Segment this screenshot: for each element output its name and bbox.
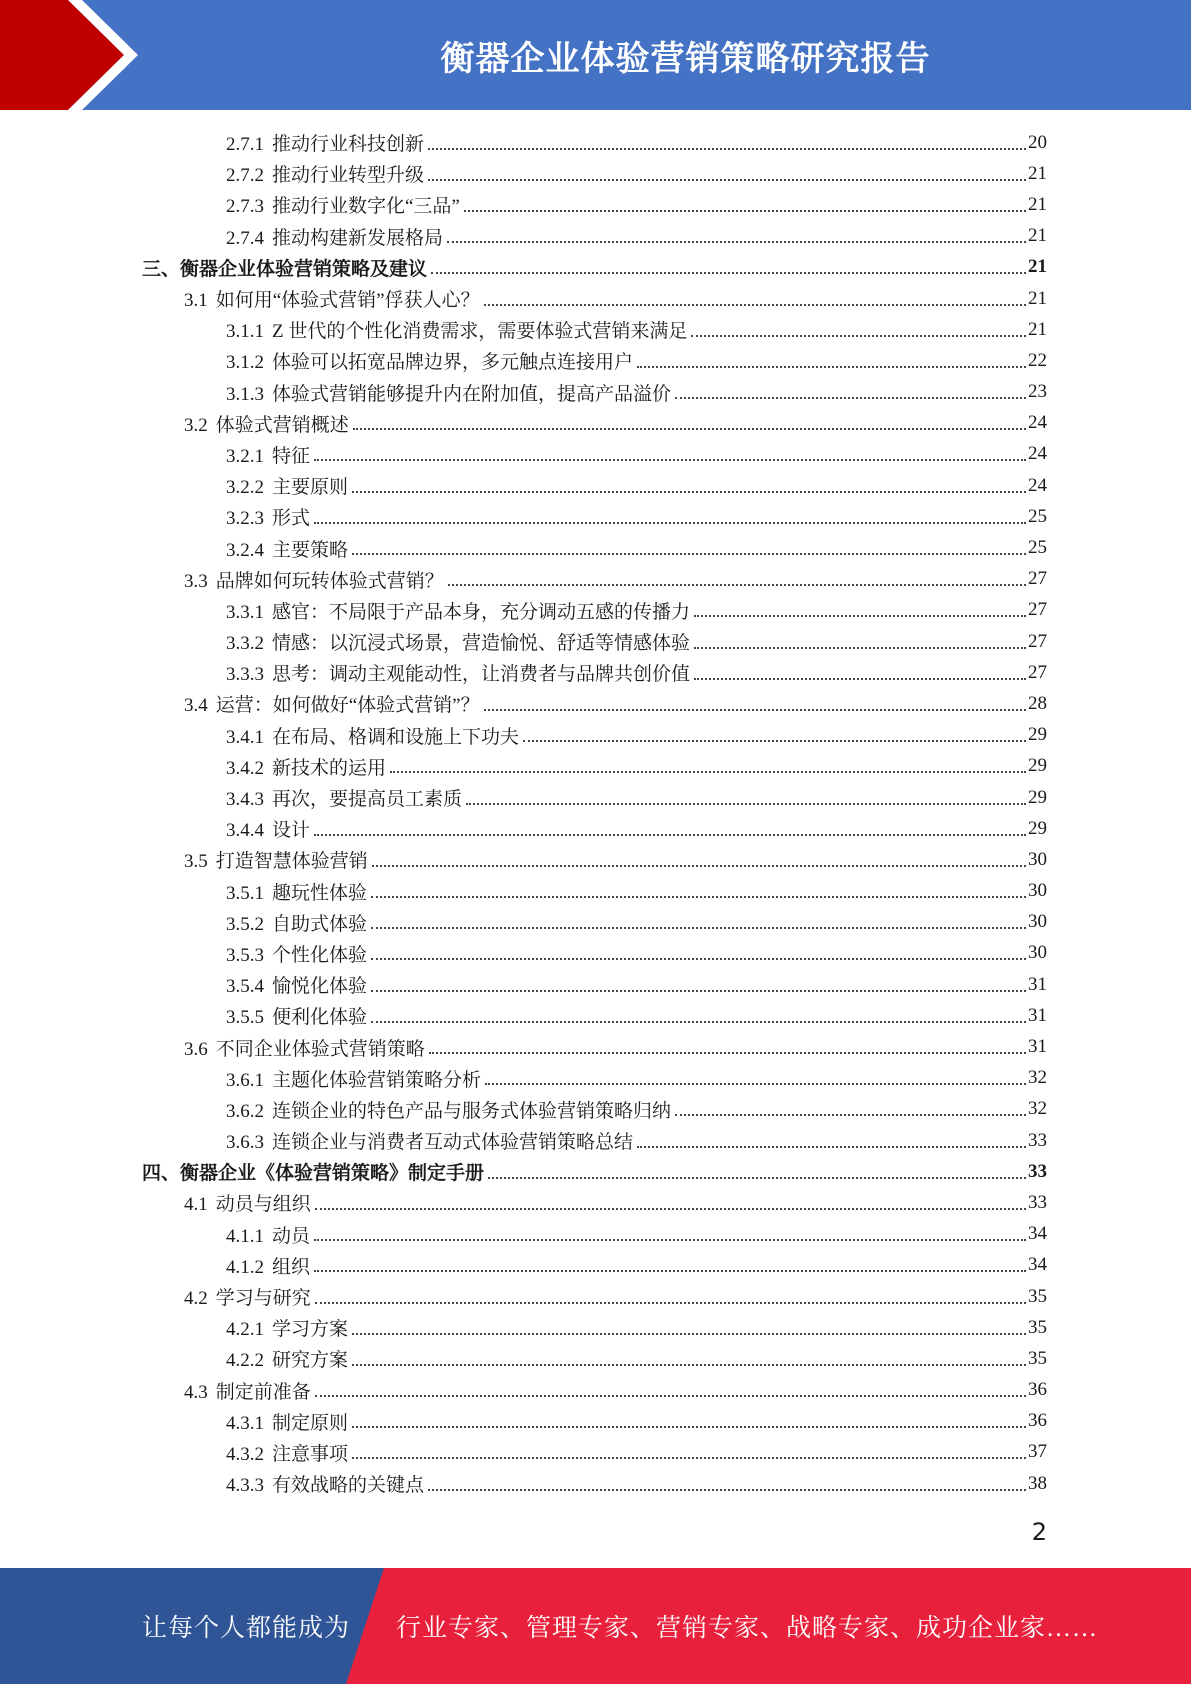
toc-entry-page: 29 bbox=[1028, 786, 1047, 808]
toc-entry-title: 打造智慧体验营销 bbox=[215, 851, 368, 873]
toc-entry-number: 3.3 bbox=[184, 570, 208, 592]
toc-entry-page: 36 bbox=[1028, 1379, 1047, 1401]
toc-entry-label bbox=[226, 223, 445, 250]
toc-entry-number: 3.5.5 bbox=[226, 1007, 264, 1029]
toc-entry-number: 2.7.2 bbox=[226, 165, 264, 187]
toc-entry-number: 2.7.4 bbox=[226, 227, 264, 249]
toc-entry-title: 体验式营销概述 bbox=[215, 414, 349, 436]
toc-entry-page: 22 bbox=[1028, 349, 1047, 371]
toc-entry-title: 有效战略的关键点 bbox=[272, 1475, 425, 1497]
toc-dot-leader bbox=[352, 1426, 1026, 1428]
toc-entry-number: 3.5.1 bbox=[226, 882, 264, 904]
toc-entry-label bbox=[226, 379, 673, 406]
toc-entry-title: 连锁企业的特色产品与服务式体验营销策略归纳 bbox=[272, 1100, 672, 1122]
toc-entry-title: 主要原则 bbox=[272, 477, 349, 499]
toc-entry-label bbox=[226, 909, 369, 936]
toc-dot-leader bbox=[466, 803, 1026, 805]
toc-dot-leader bbox=[523, 740, 1026, 742]
toc-entry-label bbox=[226, 1439, 350, 1466]
toc-entry-page: 35 bbox=[1028, 1316, 1047, 1338]
toc-entry-title: 不同企业体验式营销策略 bbox=[215, 1038, 425, 1060]
toc-entry-title: 体验式营销能够提升内在附加值，提高产品溢价 bbox=[272, 383, 672, 405]
toc-entry[interactable] bbox=[0, 532, 1191, 563]
toc-entry-title: 设计 bbox=[272, 820, 311, 842]
page-header bbox=[0, 0, 1191, 110]
toc-dot-leader bbox=[694, 615, 1026, 617]
toc-dot-leader bbox=[314, 1270, 1026, 1272]
toc-entry-page: 29 bbox=[1028, 755, 1047, 777]
toc-entry-page: 30 bbox=[1028, 942, 1047, 964]
toc-entry[interactable] bbox=[0, 1406, 1191, 1437]
toc-entry-number: 3.5.2 bbox=[226, 913, 264, 935]
toc-entry[interactable] bbox=[0, 564, 1191, 595]
toc-entry-number: 3.3.1 bbox=[226, 601, 264, 623]
toc-entry-label bbox=[226, 878, 369, 905]
toc-entry-title: 推动行业科技创新 bbox=[272, 134, 425, 156]
toc-entry-label bbox=[226, 659, 692, 686]
toc-entry-number: 4.2.1 bbox=[226, 1319, 264, 1341]
toc-entry[interactable] bbox=[0, 595, 1191, 626]
toc-entry-page: 31 bbox=[1028, 1004, 1047, 1026]
header-chevron-icon bbox=[0, 0, 150, 110]
toc-dot-leader bbox=[352, 1364, 1026, 1366]
toc-entry-page: 21 bbox=[1028, 162, 1047, 184]
toc-dot-leader bbox=[353, 428, 1026, 430]
toc-entry-page: 33 bbox=[1028, 1129, 1047, 1151]
toc-entry-number: 3.4 bbox=[184, 695, 208, 717]
toc-entry-title: 自助式体验 bbox=[272, 913, 368, 935]
toc-entry-number: 3.1.3 bbox=[226, 383, 264, 405]
toc-entry[interactable] bbox=[0, 1468, 1191, 1499]
toc-entry-number: 3.6 bbox=[184, 1038, 208, 1060]
toc-dot-leader bbox=[352, 1333, 1026, 1335]
toc-entry-number: 3.5.3 bbox=[226, 944, 264, 966]
toc-entry[interactable] bbox=[0, 470, 1191, 501]
toc-entry-page: 25 bbox=[1028, 537, 1047, 559]
toc-entry[interactable] bbox=[0, 314, 1191, 345]
toc-entry-page: 25 bbox=[1028, 505, 1047, 527]
toc-entry-title: 制定前准备 bbox=[215, 1381, 311, 1403]
toc-entry-title: 推动行业转型升级 bbox=[272, 165, 425, 187]
toc-dot-leader bbox=[428, 1489, 1026, 1491]
toc-entry-title: 主要策略 bbox=[272, 539, 349, 561]
toc-entry[interactable] bbox=[0, 907, 1191, 938]
toc-dot-leader bbox=[390, 771, 1026, 773]
toc-entry-number: 3.2.1 bbox=[226, 445, 264, 467]
toc-entry[interactable] bbox=[0, 439, 1191, 470]
toc-entry[interactable] bbox=[0, 1250, 1191, 1281]
toc-entry-page: 24 bbox=[1028, 412, 1047, 434]
report-title: 衡器企业体验营销策略研究报告 bbox=[440, 38, 931, 79]
toc-entry-page: 34 bbox=[1028, 1254, 1047, 1276]
toc-dot-leader bbox=[447, 241, 1026, 243]
toc-dot-leader bbox=[371, 958, 1026, 960]
toc-entry[interactable] bbox=[0, 1094, 1191, 1125]
toc-entry-label bbox=[226, 1470, 426, 1497]
toc-entry-title: 主题化体验营销策略分析 bbox=[272, 1069, 482, 1091]
toc-dot-leader bbox=[675, 1114, 1026, 1116]
page-number: 2 bbox=[1031, 1518, 1047, 1546]
toc-entry-page: 29 bbox=[1028, 724, 1047, 746]
toc-entry-page: 32 bbox=[1028, 1067, 1047, 1089]
toc-entry-page: 27 bbox=[1028, 599, 1047, 621]
toc-entry-label bbox=[226, 1252, 312, 1279]
toc-entry[interactable] bbox=[0, 1343, 1191, 1374]
toc-dot-leader bbox=[428, 148, 1026, 150]
toc-entry-page: 20 bbox=[1028, 131, 1047, 153]
toc-entry-label bbox=[226, 1127, 635, 1154]
toc-dot-leader bbox=[315, 1395, 1026, 1397]
toc-entry-page: 34 bbox=[1028, 1223, 1047, 1245]
toc-entry-title: 愉悦化体验 bbox=[272, 976, 368, 998]
toc-entry-page: 35 bbox=[1028, 1285, 1047, 1307]
toc-entry-label bbox=[226, 129, 426, 156]
toc-entry[interactable] bbox=[0, 938, 1191, 969]
toc-entry-page: 27 bbox=[1028, 661, 1047, 683]
toc-entry-title: Z 世代的个性化消费需求，需要体验式营销来满足 bbox=[272, 321, 688, 343]
toc-dot-leader bbox=[694, 678, 1026, 680]
toc-entry-label bbox=[226, 753, 388, 780]
toc-entry-number: 2.7.1 bbox=[226, 134, 264, 156]
toc-entry-title: 体验可以拓宽品牌边界，多元触点连接用户 bbox=[272, 352, 634, 374]
toc-entry-number: 3.2.2 bbox=[226, 477, 264, 499]
toc-entry-number: 4.1.1 bbox=[226, 1225, 264, 1247]
toc-entry-label bbox=[184, 566, 446, 593]
toc-entry-label bbox=[226, 597, 692, 624]
toc-entry[interactable] bbox=[0, 1219, 1191, 1250]
toc-entry-page: 21 bbox=[1028, 318, 1047, 340]
toc-entry-number: 4.1.2 bbox=[226, 1256, 264, 1278]
toc-entry[interactable] bbox=[0, 1437, 1191, 1468]
toc-dot-leader bbox=[371, 896, 1026, 898]
toc-entry-label bbox=[184, 285, 482, 312]
toc-entry-number: 3.3.3 bbox=[226, 664, 264, 686]
toc-entry[interactable] bbox=[0, 377, 1191, 408]
toc-entry-number: 4.2.2 bbox=[226, 1350, 264, 1372]
footer-slogan-left: 让每个人都能成为 bbox=[142, 1615, 351, 1642]
toc-entry[interactable] bbox=[0, 1156, 1191, 1187]
toc-dot-leader bbox=[314, 1239, 1026, 1241]
toc-entry-label bbox=[226, 940, 369, 967]
toc-entry-page: 38 bbox=[1028, 1472, 1047, 1494]
toc-entry-page: 27 bbox=[1028, 630, 1047, 652]
toc-entry-label bbox=[226, 160, 426, 187]
toc-entry-page: 31 bbox=[1028, 1036, 1047, 1058]
toc-dot-leader bbox=[694, 647, 1026, 649]
toc-dot-leader bbox=[488, 1177, 1026, 1179]
toc-entry-number: 4.3.2 bbox=[226, 1443, 264, 1465]
toc-entry-title: 在布局、格调和设施上下功夫 bbox=[272, 726, 520, 748]
toc-entry-number: 4.3.1 bbox=[226, 1412, 264, 1434]
toc-entry-number: 3.6.1 bbox=[226, 1069, 264, 1091]
toc-entry-page: 33 bbox=[1028, 1160, 1047, 1182]
toc-entry[interactable] bbox=[0, 158, 1191, 189]
toc-entry-label bbox=[226, 1221, 312, 1248]
toc-entry[interactable] bbox=[0, 345, 1191, 376]
toc-entry-label bbox=[226, 1314, 350, 1341]
toc-entry[interactable] bbox=[0, 283, 1191, 314]
toc-entry-number: 4.2 bbox=[184, 1288, 208, 1310]
toc-entry-label bbox=[142, 1158, 486, 1185]
toc-entry-title: 动员 bbox=[272, 1225, 311, 1247]
toc-entry-page: 29 bbox=[1028, 817, 1047, 839]
toc-entry-page: 28 bbox=[1028, 692, 1047, 714]
toc-entry-label bbox=[226, 347, 635, 374]
toc-entry[interactable] bbox=[0, 720, 1191, 751]
toc-entry[interactable] bbox=[0, 657, 1191, 688]
toc-entry-label bbox=[226, 1408, 350, 1435]
toc-dot-leader bbox=[372, 865, 1026, 867]
toc-entry-number: 3.6.3 bbox=[226, 1132, 264, 1154]
toc-entry-label bbox=[226, 191, 462, 218]
toc-entry-title: 趣玩性体验 bbox=[272, 882, 368, 904]
toc-entry-title: 动员与组织 bbox=[215, 1194, 311, 1216]
toc-dot-leader bbox=[352, 1457, 1026, 1459]
toc-entry-label bbox=[184, 690, 482, 717]
toc-entry-title: 四、衡器企业《体验营销策略》制定手册 bbox=[142, 1163, 485, 1185]
toc-entry-number: 4.3.3 bbox=[226, 1475, 264, 1497]
toc-dot-leader bbox=[315, 1208, 1026, 1210]
toc-entry-page: 21 bbox=[1028, 225, 1047, 247]
toc-dot-leader bbox=[428, 179, 1026, 181]
toc-entry-page: 36 bbox=[1028, 1410, 1047, 1432]
toc-entry-label bbox=[142, 254, 429, 281]
toc-entry-label bbox=[226, 1002, 369, 1029]
toc-entry[interactable] bbox=[0, 408, 1191, 439]
toc-entry-page: 30 bbox=[1028, 880, 1047, 902]
toc-entry-label bbox=[226, 971, 369, 998]
toc-entry-page: 35 bbox=[1028, 1347, 1047, 1369]
toc-dot-leader bbox=[371, 990, 1026, 992]
toc-entry[interactable] bbox=[0, 751, 1191, 782]
toc-dot-leader bbox=[371, 927, 1026, 929]
toc-entry-title: 感官：不局限于产品本身，充分调动五感的传播力 bbox=[272, 601, 691, 623]
toc-entry-page: 37 bbox=[1028, 1441, 1047, 1463]
toc-entry-label bbox=[226, 1065, 483, 1092]
toc-entry-page: 21 bbox=[1028, 256, 1047, 278]
toc-entry-title: 三、衡器企业体验营销策略及建议 bbox=[142, 258, 428, 280]
toc-entry[interactable] bbox=[0, 189, 1191, 220]
toc-dot-leader bbox=[352, 553, 1026, 555]
toc-entry-number: 3.1.1 bbox=[226, 321, 264, 343]
toc-entry-page: 23 bbox=[1028, 381, 1047, 403]
toc-dot-leader bbox=[484, 304, 1026, 306]
toc-dot-leader bbox=[448, 584, 1026, 586]
toc-entry[interactable] bbox=[0, 813, 1191, 844]
table-of-contents bbox=[0, 127, 1191, 1499]
toc-entry-title: 推动行业数字化“三品” bbox=[272, 196, 460, 218]
toc-entry[interactable] bbox=[0, 876, 1191, 907]
toc-entry-number: 4.1 bbox=[184, 1194, 208, 1216]
toc-entry-number: 3.5 bbox=[184, 851, 208, 873]
toc-entry-title: 便利化体验 bbox=[272, 1007, 368, 1029]
toc-dot-leader bbox=[637, 1146, 1026, 1148]
toc-entry-number: 3.6.2 bbox=[226, 1100, 264, 1122]
toc-entry-page: 24 bbox=[1028, 443, 1047, 465]
toc-entry-title: 形式 bbox=[272, 508, 311, 530]
toc-entry[interactable] bbox=[0, 688, 1191, 719]
toc-entry-label bbox=[184, 1034, 427, 1061]
toc-entry-label bbox=[226, 535, 350, 562]
toc-dot-leader bbox=[315, 1302, 1026, 1304]
toc-entry-label bbox=[184, 846, 370, 873]
toc-entry[interactable] bbox=[0, 969, 1191, 1000]
toc-dot-leader bbox=[464, 210, 1026, 212]
toc-dot-leader bbox=[485, 1083, 1026, 1085]
toc-entry-page: 24 bbox=[1028, 474, 1047, 496]
toc-entry-label bbox=[184, 1377, 313, 1404]
toc-entry-label bbox=[226, 628, 692, 655]
toc-dot-leader bbox=[484, 709, 1026, 711]
toc-dot-leader bbox=[314, 522, 1026, 524]
toc-entry-page: 27 bbox=[1028, 568, 1047, 590]
toc-entry-title: 学习与研究 bbox=[215, 1288, 311, 1310]
toc-dot-leader bbox=[675, 397, 1026, 399]
toc-entry-title: 学习方案 bbox=[272, 1319, 349, 1341]
toc-entry-title: 制定原则 bbox=[272, 1412, 349, 1434]
toc-entry[interactable] bbox=[0, 1125, 1191, 1156]
page-footer bbox=[0, 1568, 1191, 1684]
toc-entry-page: 30 bbox=[1028, 848, 1047, 870]
toc-entry-label bbox=[226, 316, 689, 343]
toc-entry-label bbox=[184, 1189, 313, 1216]
toc-entry-page: 30 bbox=[1028, 911, 1047, 933]
toc-entry-title: 个性化体验 bbox=[272, 944, 368, 966]
toc-entry-number: 3.4.2 bbox=[226, 757, 264, 779]
toc-entry[interactable] bbox=[0, 1063, 1191, 1094]
toc-entry-number: 3.1 bbox=[184, 290, 208, 312]
toc-entry[interactable] bbox=[0, 1000, 1191, 1031]
toc-entry-page: 33 bbox=[1028, 1191, 1047, 1213]
toc-entry-label bbox=[226, 441, 312, 468]
toc-dot-leader bbox=[371, 1021, 1026, 1023]
toc-entry[interactable] bbox=[0, 127, 1191, 158]
toc-entry-title: 注意事项 bbox=[272, 1443, 349, 1465]
toc-entry-title: 组织 bbox=[272, 1256, 311, 1278]
toc-entry-title: 连锁企业与消费者互动式体验营销策略总结 bbox=[272, 1132, 634, 1154]
toc-entry-page: 21 bbox=[1028, 193, 1047, 215]
toc-entry-title: 运营：如何做好“体验式营销”？ bbox=[215, 695, 480, 717]
toc-entry-page: 21 bbox=[1028, 287, 1047, 309]
toc-entry-label bbox=[226, 784, 464, 811]
toc-entry[interactable] bbox=[0, 1312, 1191, 1343]
toc-entry-title: 情感：以沉浸式场景，营造愉悦、舒适等情感体验 bbox=[272, 633, 691, 655]
toc-entry-number: 3.4.1 bbox=[226, 726, 264, 748]
toc-entry-title: 推动构建新发展格局 bbox=[272, 227, 444, 249]
toc-entry[interactable] bbox=[0, 782, 1191, 813]
toc-entry-number: 4.3 bbox=[184, 1381, 208, 1403]
toc-entry-page: 31 bbox=[1028, 973, 1047, 995]
toc-entry-number: 3.1.2 bbox=[226, 352, 264, 374]
toc-entry-label bbox=[226, 472, 350, 499]
toc-entry-title: 新技术的运用 bbox=[272, 757, 387, 779]
toc-entry[interactable] bbox=[0, 1031, 1191, 1062]
toc-dot-leader bbox=[314, 459, 1026, 461]
toc-entry-page: 32 bbox=[1028, 1098, 1047, 1120]
toc-dot-leader bbox=[352, 491, 1026, 493]
toc-entry-label bbox=[184, 1283, 313, 1310]
toc-entry-number: 3.3.2 bbox=[226, 633, 264, 655]
toc-entry-number: 3.4.4 bbox=[226, 820, 264, 842]
toc-entry[interactable] bbox=[0, 501, 1191, 532]
toc-entry-title: 品牌如何玩转体验式营销？ bbox=[215, 570, 444, 592]
toc-dot-leader bbox=[691, 335, 1026, 337]
toc-entry-label bbox=[226, 1096, 673, 1123]
toc-entry-number: 3.5.4 bbox=[226, 976, 264, 998]
toc-entry-label bbox=[184, 410, 351, 437]
toc-entry-title: 特征 bbox=[272, 445, 311, 467]
toc-dot-leader bbox=[314, 834, 1026, 836]
toc-entry-title: 思考：调动主观能动性，让消费者与品牌共创价值 bbox=[272, 664, 691, 686]
toc-entry-title: 研究方案 bbox=[272, 1350, 349, 1372]
toc-entry-number: 3.2.3 bbox=[226, 508, 264, 530]
toc-entry[interactable] bbox=[0, 844, 1191, 875]
toc-entry[interactable] bbox=[0, 1281, 1191, 1312]
toc-entry-number: 3.4.3 bbox=[226, 789, 264, 811]
toc-entry[interactable] bbox=[0, 252, 1191, 283]
toc-dot-leader bbox=[637, 366, 1026, 368]
toc-entry-title: 如何用“体验式营销”俘获人心？ bbox=[215, 290, 480, 312]
toc-dot-leader bbox=[429, 1052, 1026, 1054]
toc-entry-title: 再次，要提高员工素质 bbox=[272, 789, 463, 811]
toc-entry-label bbox=[226, 815, 312, 842]
toc-dot-leader bbox=[431, 272, 1026, 274]
toc-entry-number: 3.2.4 bbox=[226, 539, 264, 561]
toc-entry-label bbox=[226, 503, 312, 530]
footer-slogan-right: 行业专家、管理专家、营销专家、战略专家、成功企业家…… bbox=[396, 1615, 1099, 1642]
toc-entry-number: 3.2 bbox=[184, 414, 208, 436]
toc-entry[interactable] bbox=[0, 1187, 1191, 1218]
toc-entry-label bbox=[226, 1345, 350, 1372]
toc-entry[interactable] bbox=[0, 221, 1191, 252]
toc-entry[interactable] bbox=[0, 626, 1191, 657]
toc-entry-label bbox=[226, 722, 521, 749]
toc-entry[interactable] bbox=[0, 1375, 1191, 1406]
toc-entry-number: 2.7.3 bbox=[226, 196, 264, 218]
